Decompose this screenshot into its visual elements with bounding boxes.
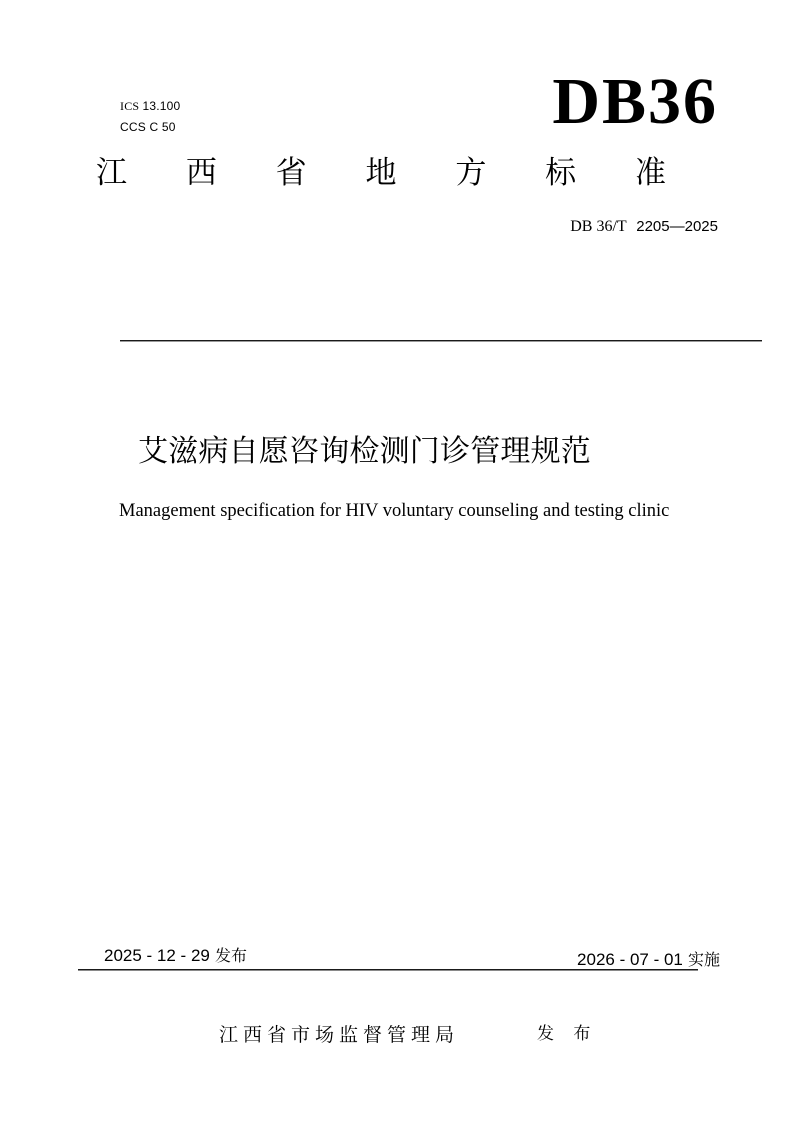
- publisher-name: 江西省市场监督管理局: [219, 1024, 460, 1046]
- issue-date-value: 2025 - 12 - 29: [104, 946, 210, 965]
- issue-date: [104, 945, 247, 967]
- document-title-english: Management specification for HIV voluntary counseling and testing clinic: [119, 501, 670, 521]
- ics-number: 13.100: [142, 99, 181, 113]
- ics-label: ICS: [120, 99, 140, 113]
- standard-type-char: 江: [96, 155, 127, 191]
- db36-logo: DB36: [552, 65, 718, 138]
- standard-type-title: [96, 153, 666, 193]
- document-title-chinese: 艾滋病自愿咨询检测门诊管理规范: [138, 434, 591, 469]
- standard-code: [570, 216, 718, 237]
- implementation-date: [577, 949, 720, 971]
- header-divider: [120, 340, 762, 342]
- standard-code-number: 2205—2025: [636, 218, 718, 235]
- ics-code: [120, 99, 180, 113]
- implementation-date-value: 2026 - 07 - 01: [577, 950, 683, 969]
- standard-type-char: 省: [275, 155, 307, 191]
- standard-type-char: 地: [365, 155, 397, 191]
- standard-type-char: 西: [185, 155, 217, 191]
- standard-code-prefix: DB 36/T: [570, 218, 627, 235]
- ccs-code: CCS C 50: [120, 120, 176, 134]
- standard-type-char: 准: [634, 155, 666, 191]
- standard-type-char: 方: [455, 155, 487, 191]
- publish-label: 发 布: [537, 1024, 598, 1044]
- footer-divider: [78, 969, 698, 971]
- standard-type-char: 标: [545, 155, 577, 191]
- issue-date-label: 发布: [214, 946, 247, 965]
- implementation-date-label: 实施: [687, 950, 720, 969]
